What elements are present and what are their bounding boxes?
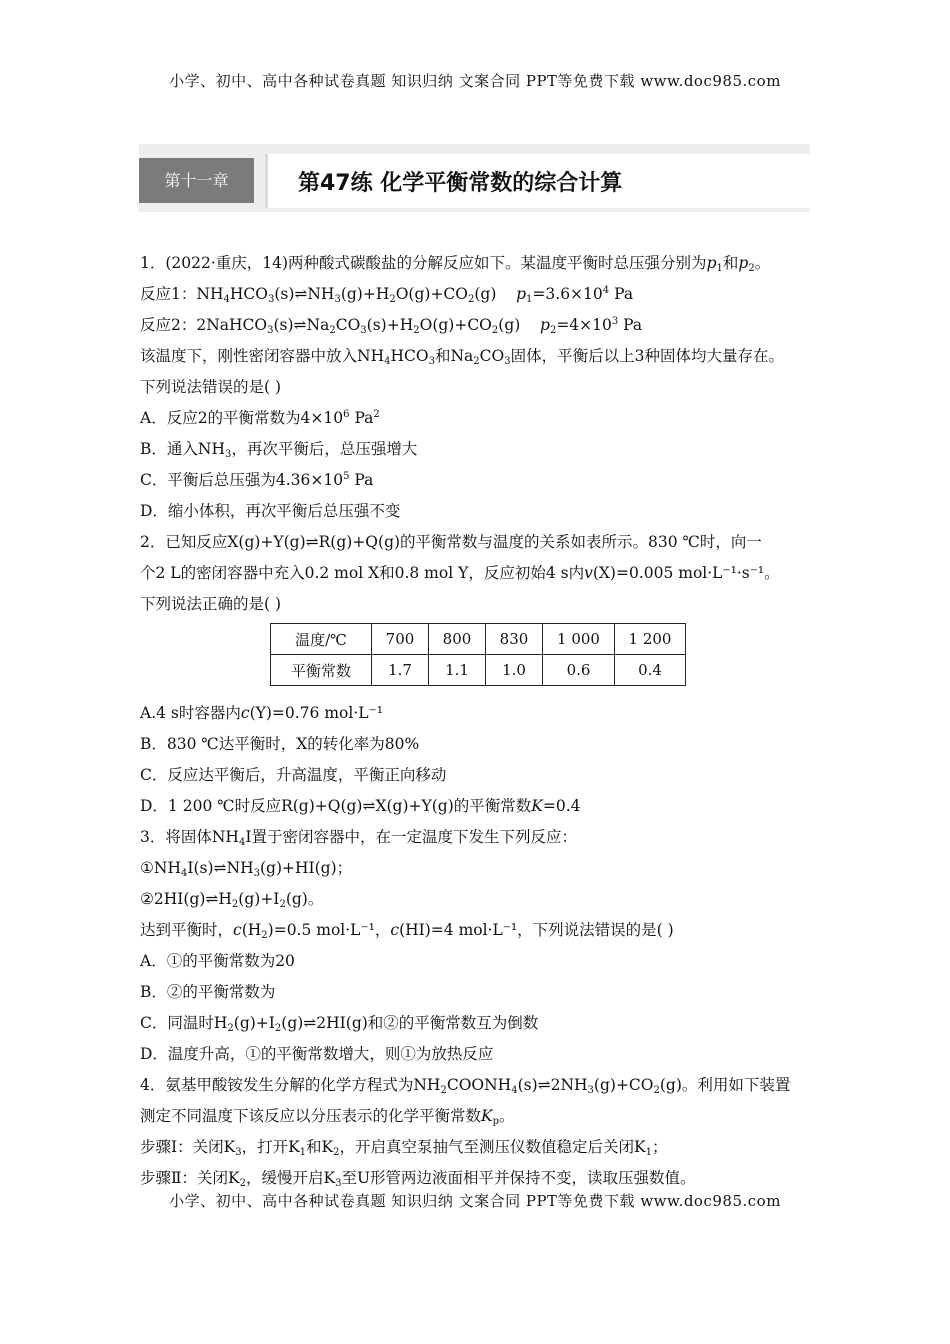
- table-cell: 1 200: [615, 624, 686, 655]
- page-footer: 小学、初中、高中各种试卷真题 知识归纳 文案合同 PPT等免费下载 www.doc985.com: [169, 1192, 781, 1210]
- q3-reaction-1: $①NH_4I(s)\rightleftharpoons NH_3(g)+HI(g)$；: [140, 859, 353, 879]
- table-cell: 温度/℃: [271, 624, 372, 655]
- q4-step-2: 步骤Ⅱ：关闭$K_2$，缓慢开启$K_3$至U形管两边液面相平并保持不变，读取压强数值。: [140, 1169, 696, 1189]
- table-cell: 830: [486, 624, 543, 655]
- table-row: [271, 624, 686, 655]
- q1-stem: 1．(2022·重庆，14)两种酸式碳酸盐的分解反应如下。某温度平衡时总压强分别为$p_1$和$p_2$。: [140, 254, 771, 274]
- q1-option-c: C．平衡后总压强为$4.36\times 10^5$ Pa: [140, 471, 374, 489]
- q3-option-a: A．①的平衡常数为20: [140, 952, 295, 970]
- q2-stem: 2．已知反应X(g)+Y(g)⇌R(g)+Q(g)的平衡常数与温度的关系如表所示。830 ℃时，向一: [140, 533, 762, 551]
- q3-reaction-2: $②2HI(g)\rightleftharpoons H_2(g)+I_2(g)$。: [140, 890, 324, 910]
- q2-option-a: A.4 s时容器内c(Y)=0.76 mol·L⁻¹: [140, 704, 383, 722]
- title-box: [265, 154, 810, 208]
- equilibrium-table: [270, 623, 686, 686]
- table-cell: 平衡常数: [271, 655, 372, 686]
- q2-option-c: C．反应达平衡后，升高温度，平衡正向移动: [140, 766, 447, 784]
- q3-option-b: B．②的平衡常数为: [140, 983, 276, 1001]
- table-cell: 700: [372, 624, 429, 655]
- page-header: 小学、初中、高中各种试卷真题 知识归纳 文案合同 PPT等免费下载 www.doc985.com: [169, 72, 781, 90]
- table-cell: 1.7: [372, 655, 429, 686]
- q1-option-a: A．反应2的平衡常数为$4\times 10^6$ Pa$^2$: [140, 409, 380, 427]
- q4-stem-2: 测定不同温度下该反应以分压表示的化学平衡常数$K_p$。: [140, 1107, 515, 1127]
- q1-description: 该温度下，刚性密闭容器中放入$NH_4HCO_3$和$Na_2CO_3$固体，平衡后以上3种固体均大量存在。: [140, 347, 784, 367]
- q1-option-b: B．通入$NH_3$，再次平衡后，总压强增大: [140, 440, 418, 460]
- table-cell: 1 000: [543, 624, 615, 655]
- table-cell: 0.6: [543, 655, 615, 686]
- exercise-content: [140, 248, 820, 1194]
- page-title: 第47练 化学平衡常数的综合计算: [298, 171, 623, 196]
- table-cell: 800: [429, 624, 486, 655]
- q3-condition: 达到平衡时，$c(H_2)=0.5$ mol·L⁻¹，c(HI)=4 mol·L⁻¹，下列说法错误的是( ): [140, 921, 674, 941]
- q2-stem-2: 个2 L的密闭容器中充入0.2 mol X和0.8 mol Y，反应初始4 s内v(X)=0.005 mol·L⁻¹·s⁻¹。: [140, 564, 780, 582]
- q3-option-c: C．同温时$H_2(g)+I_2(g)\rightleftharpoons 2HI(g)$和②的平衡常数互为倒数: [140, 1014, 539, 1034]
- table-cell: 0.4: [615, 655, 686, 686]
- q2-option-d: D．1 200 ℃时反应R(g)+Q(g)⇌X(g)+Y(g)的平衡常数K=0.4: [140, 797, 581, 815]
- q1-ask: 下列说法错误的是( ): [140, 378, 282, 396]
- chapter-banner: [139, 144, 810, 212]
- q1-reaction-1: 反应1：$NH_4HCO_3(s)\rightleftharpoons NH_3(g)+H_2O(g)+CO_2(g)$ $p_1=3.6\times 10^4$ Pa: [140, 285, 634, 305]
- q4-step-1: 步骤Ⅰ：关闭$K_3$，打开$K_1$和$K_2$，开启真空泵抽气至测压仪数值稳定后关闭$K_1$；: [140, 1138, 668, 1158]
- table-cell: 1.1: [429, 655, 486, 686]
- table-cell: 1.0: [486, 655, 543, 686]
- chapter-label: 第十一章: [139, 158, 254, 203]
- q1-reaction-2: 反应2：$2NaHCO_3(s)\rightleftharpoons Na_2CO_3(s)+H_2O(g)+CO_2(g)$ $p_2=4\times 10^3$ Pa: [140, 316, 643, 336]
- q2-ask: 下列说法正确的是( ): [140, 595, 282, 613]
- q3-option-d: D．温度升高，①的平衡常数增大，则①为放热反应: [140, 1045, 494, 1063]
- q1-option-d: D．缩小体积，再次平衡后总压强不变: [140, 502, 401, 520]
- table-row: [271, 655, 686, 686]
- q3-stem: 3．将固体$NH_4I$置于密闭容器中，在一定温度下发生下列反应：: [140, 828, 577, 848]
- q2-option-b: B．830 ℃达平衡时，X的转化率为80%: [140, 735, 420, 753]
- q4-stem: 4．氨基甲酸铵发生分解的化学方程式为$NH_2COONH_4(s)\rightleftharpoons 2NH_3(g)+CO_2(g)$。利用如下装置: [140, 1076, 791, 1096]
